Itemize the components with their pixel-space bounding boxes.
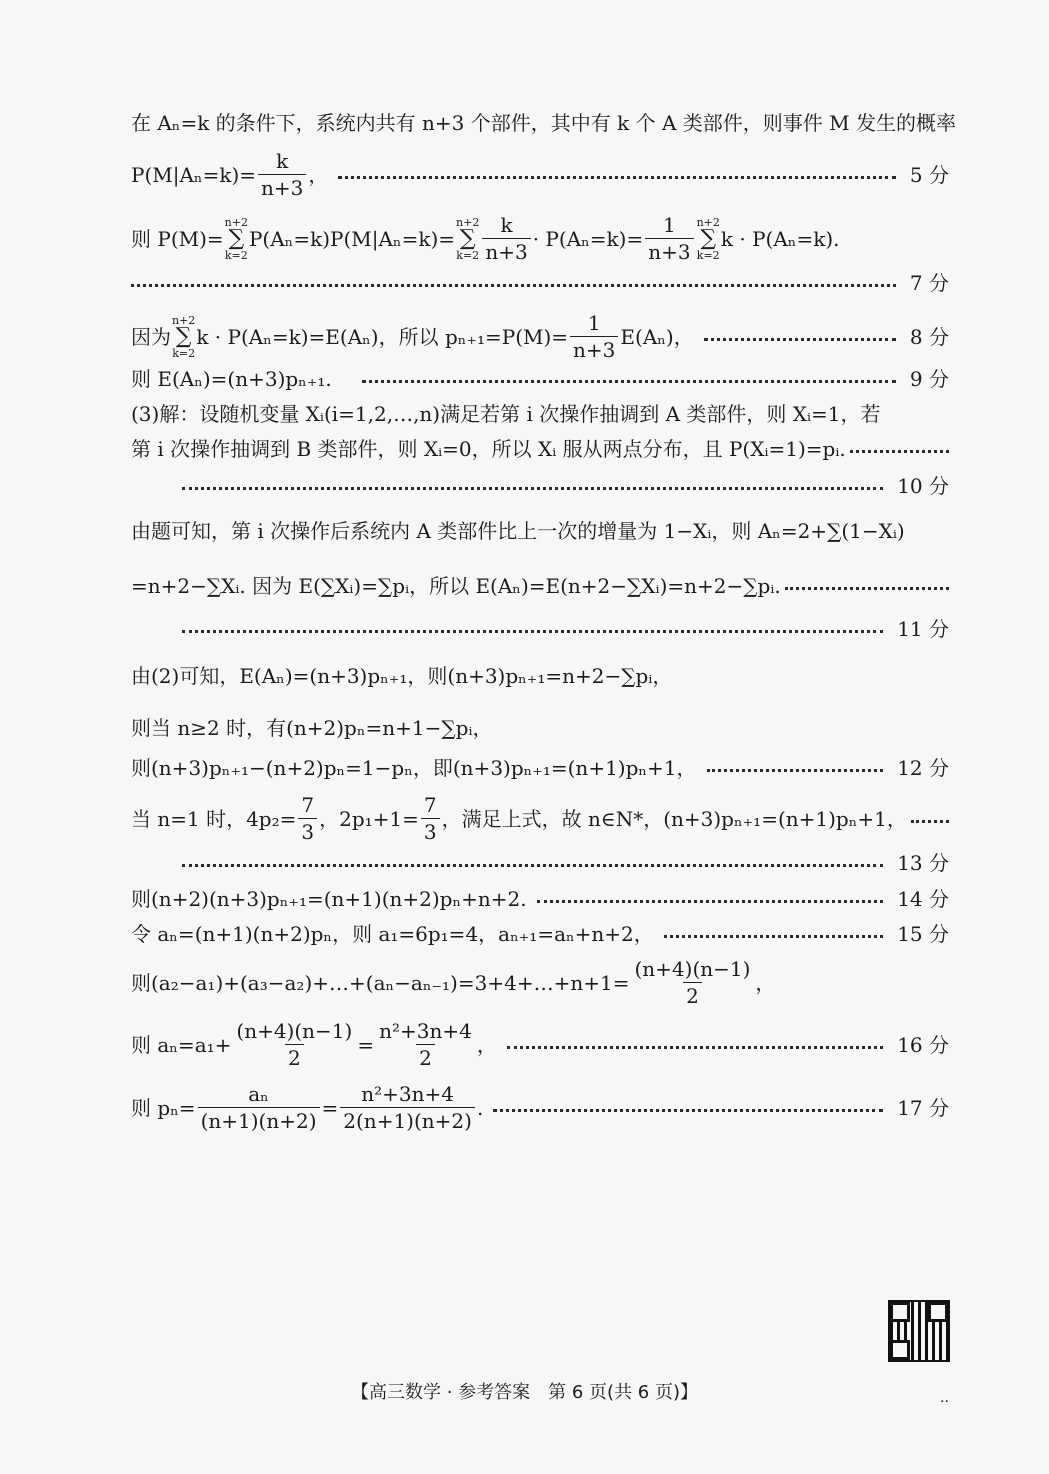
numerator: 7 <box>301 793 315 817</box>
line-10 <box>131 520 949 543</box>
line-6 <box>131 368 949 391</box>
numerator: (n+4)(n−1) <box>634 957 751 981</box>
numerator: k <box>500 213 513 237</box>
score-label: 15 分 <box>897 922 949 946</box>
denominator: 2 <box>683 982 702 1008</box>
line-21 <box>131 1020 949 1070</box>
text: 在 Aₙ=k 的条件下，系统内共有 n+3 个部件，其中有 k 个 A 类部件，则事件 M 发生的概率 <box>131 111 956 135</box>
qr-code-icon <box>890 1302 948 1360</box>
text: 则 pₙ= <box>131 1095 196 1120</box>
sigma-symbol: ∑ <box>700 226 717 251</box>
qr-finder <box>928 1302 948 1322</box>
score-label: 12 分 <box>897 756 949 780</box>
text: = <box>357 1032 375 1057</box>
fraction <box>340 1083 475 1133</box>
sigma-symbol: ∑ <box>459 226 476 251</box>
dot-leader <box>362 380 896 383</box>
corner-mark: .. <box>940 1390 949 1406</box>
line-11 <box>131 575 949 598</box>
line-19 <box>131 923 949 946</box>
fraction <box>631 958 753 1008</box>
denominator: 2 <box>416 1044 435 1070</box>
dot-leader <box>785 587 949 590</box>
numerator: (n+4)(n−1) <box>236 1019 353 1043</box>
sum-lower: k=2 <box>172 347 196 360</box>
numerator: 1 <box>587 311 601 335</box>
denominator: (n+1)(n+2) <box>198 1107 320 1133</box>
sum-upper: n+2 <box>456 216 480 229</box>
text: k · P(Aₙ=k)=E(Aₙ)，所以 pₙ₊₁=P(M)= <box>196 324 569 349</box>
line-22 <box>131 1083 949 1133</box>
text: P(M|Aₙ=k)= <box>131 162 257 187</box>
summation <box>172 315 195 359</box>
denominator: 2 <box>285 1044 304 1070</box>
score-label: 5 分 <box>909 162 949 187</box>
dot-leader <box>338 176 896 179</box>
denominator: n+3 <box>645 238 693 264</box>
dot-leader <box>911 820 949 823</box>
denominator: n+3 <box>258 174 306 200</box>
line-12 <box>182 618 949 641</box>
fraction <box>645 214 693 264</box>
line-20 <box>131 958 949 1008</box>
line-8 <box>131 438 949 461</box>
score-label: 17 分 <box>897 1095 949 1120</box>
text: ， <box>308 162 329 187</box>
score-label: 11 分 <box>897 617 949 641</box>
line-18 <box>131 888 949 911</box>
text: 当 n=1 时，4p₂= <box>131 806 297 831</box>
text: = <box>321 1095 339 1120</box>
numerator: n²+3n+4 <box>361 1082 454 1106</box>
text: . <box>476 1095 484 1120</box>
text: ， <box>476 1032 497 1057</box>
dot-leader <box>664 935 883 938</box>
dot-leader <box>493 1109 883 1112</box>
numerator: 1 <box>663 213 676 237</box>
sum-lower: k=2 <box>224 249 248 262</box>
dot-leader <box>537 900 884 903</box>
line-15 <box>131 757 949 780</box>
dot-leader <box>850 450 949 453</box>
numerator: 7 <box>423 793 437 817</box>
text: =n+2−∑Xᵢ. 因为 E(∑Xᵢ)=∑pᵢ，所以 E(Aₙ)=E(n+2−∑Xᵢ)=n+2−∑pᵢ. <box>131 574 781 598</box>
text: 则(n+2)(n+3)pₙ₊₁=(n+1)(n+2)pₙ+n+2. <box>131 887 527 911</box>
line-13 <box>131 665 949 688</box>
text: 令 aₙ=(n+1)(n+2)pₙ，则 a₁=6p₁=4，aₙ₊₁=aₙ+n+2， <box>131 922 654 946</box>
text: 则 aₙ=a₁+ <box>131 1032 232 1057</box>
text: (3)解：设随机变量 Xᵢ(i=1,2,…,n)满足若第 i 次操作抽调到 A 类部件，则 Xᵢ=1，若 <box>131 402 881 426</box>
sigma-symbol: ∑ <box>175 324 192 349</box>
score-label: 9 分 <box>909 367 949 391</box>
sum-lower: k=2 <box>456 249 480 262</box>
denominator: 3 <box>298 818 317 844</box>
text: ，满足上式，故 n∈N*，(n+3)pₙ₊₁=(n+1)pₙ+1， <box>441 806 907 831</box>
denominator: 3 <box>421 818 440 844</box>
dot-leader <box>507 1046 883 1049</box>
sum-upper: n+2 <box>224 216 248 229</box>
fraction <box>482 214 530 264</box>
qr-finder <box>890 1340 910 1360</box>
line-9 <box>182 475 949 498</box>
denominator: n+3 <box>482 238 530 264</box>
summation <box>697 217 720 261</box>
score-label: 10 分 <box>897 474 949 498</box>
numerator: k <box>276 149 289 173</box>
line-17 <box>182 852 949 875</box>
dot-leader <box>131 284 896 287</box>
text: 则(a₂−a₁)+(a₃−a₂)+…+(aₙ−aₙ₋₁)=3+4+…+n+1= <box>131 970 630 995</box>
text: 因为 <box>131 324 171 349</box>
dot-leader <box>182 630 883 633</box>
text: ，2p₁+1= <box>319 806 419 831</box>
fraction <box>198 1083 320 1133</box>
dot-leader <box>704 338 896 341</box>
score-label: 14 分 <box>897 887 949 911</box>
text: 由题可知，第 i 次操作后系统内 A 类部件比上一次的增量为 1−Xᵢ，则 Aₙ=2+∑(1−Xᵢ) <box>131 519 905 543</box>
fraction <box>233 1020 355 1070</box>
line-4 <box>131 272 949 295</box>
numerator: aₙ <box>248 1082 269 1106</box>
text: E(Aₙ)， <box>620 324 694 349</box>
dot-leader <box>707 769 884 772</box>
text: 由(2)可知，E(Aₙ)=(n+3)pₙ₊₁，则(n+3)pₙ₊₁=n+2−∑pᵢ， <box>131 664 673 688</box>
text: · P(Aₙ=k)= <box>532 226 644 251</box>
line-14 <box>131 717 949 740</box>
line-1 <box>131 111 956 135</box>
text: 则(n+3)pₙ₊₁−(n+2)pₙ=1−pₙ，即(n+3)pₙ₊₁=(n+1)pₙ+1， <box>131 756 697 780</box>
fraction <box>376 1020 475 1070</box>
numerator: n²+3n+4 <box>379 1019 472 1043</box>
summation <box>456 217 479 261</box>
page-footer: 【高三数学 · 参考答案 第 6 页(共 6 页)】 <box>351 1382 698 1403</box>
text: P(Aₙ=k)P(M|Aₙ=k)= <box>248 226 456 251</box>
fraction <box>570 312 618 362</box>
text: 则当 n≥2 时，有(n+2)pₙ=n+1−∑pᵢ， <box>131 716 493 740</box>
text: k · P(Aₙ=k). <box>720 226 840 251</box>
sigma-symbol: ∑ <box>228 226 245 251</box>
line-16 <box>131 794 949 844</box>
fraction <box>421 794 440 844</box>
line-3 <box>131 214 949 264</box>
fraction <box>298 794 317 844</box>
dot-leader <box>182 487 883 490</box>
qr-finder <box>890 1302 910 1322</box>
sum-lower: k=2 <box>696 249 720 262</box>
text: 则 P(M)= <box>131 226 224 251</box>
summation <box>225 217 248 261</box>
sum-upper: n+2 <box>696 216 720 229</box>
sum-upper: n+2 <box>172 314 196 327</box>
line-5 <box>131 312 949 362</box>
score-label: 13 分 <box>897 851 949 875</box>
score-label: 8 分 <box>909 324 949 349</box>
score-label: 7 分 <box>909 271 949 295</box>
text: ， <box>755 970 776 995</box>
denominator: 2(n+1)(n+2) <box>340 1107 475 1133</box>
text: 第 i 次操作抽调到 B 类部件，则 Xᵢ=0，所以 Xᵢ 服从两点分布，且 P(Xᵢ=1)=pᵢ. <box>131 437 846 461</box>
text: 则 E(Aₙ)=(n+3)pₙ₊₁. <box>131 367 332 391</box>
score-label: 16 分 <box>897 1032 949 1057</box>
denominator: n+3 <box>570 336 618 362</box>
line-2 <box>131 150 949 200</box>
dot-leader <box>182 864 883 867</box>
line-7 <box>131 403 949 426</box>
fraction <box>258 150 306 200</box>
